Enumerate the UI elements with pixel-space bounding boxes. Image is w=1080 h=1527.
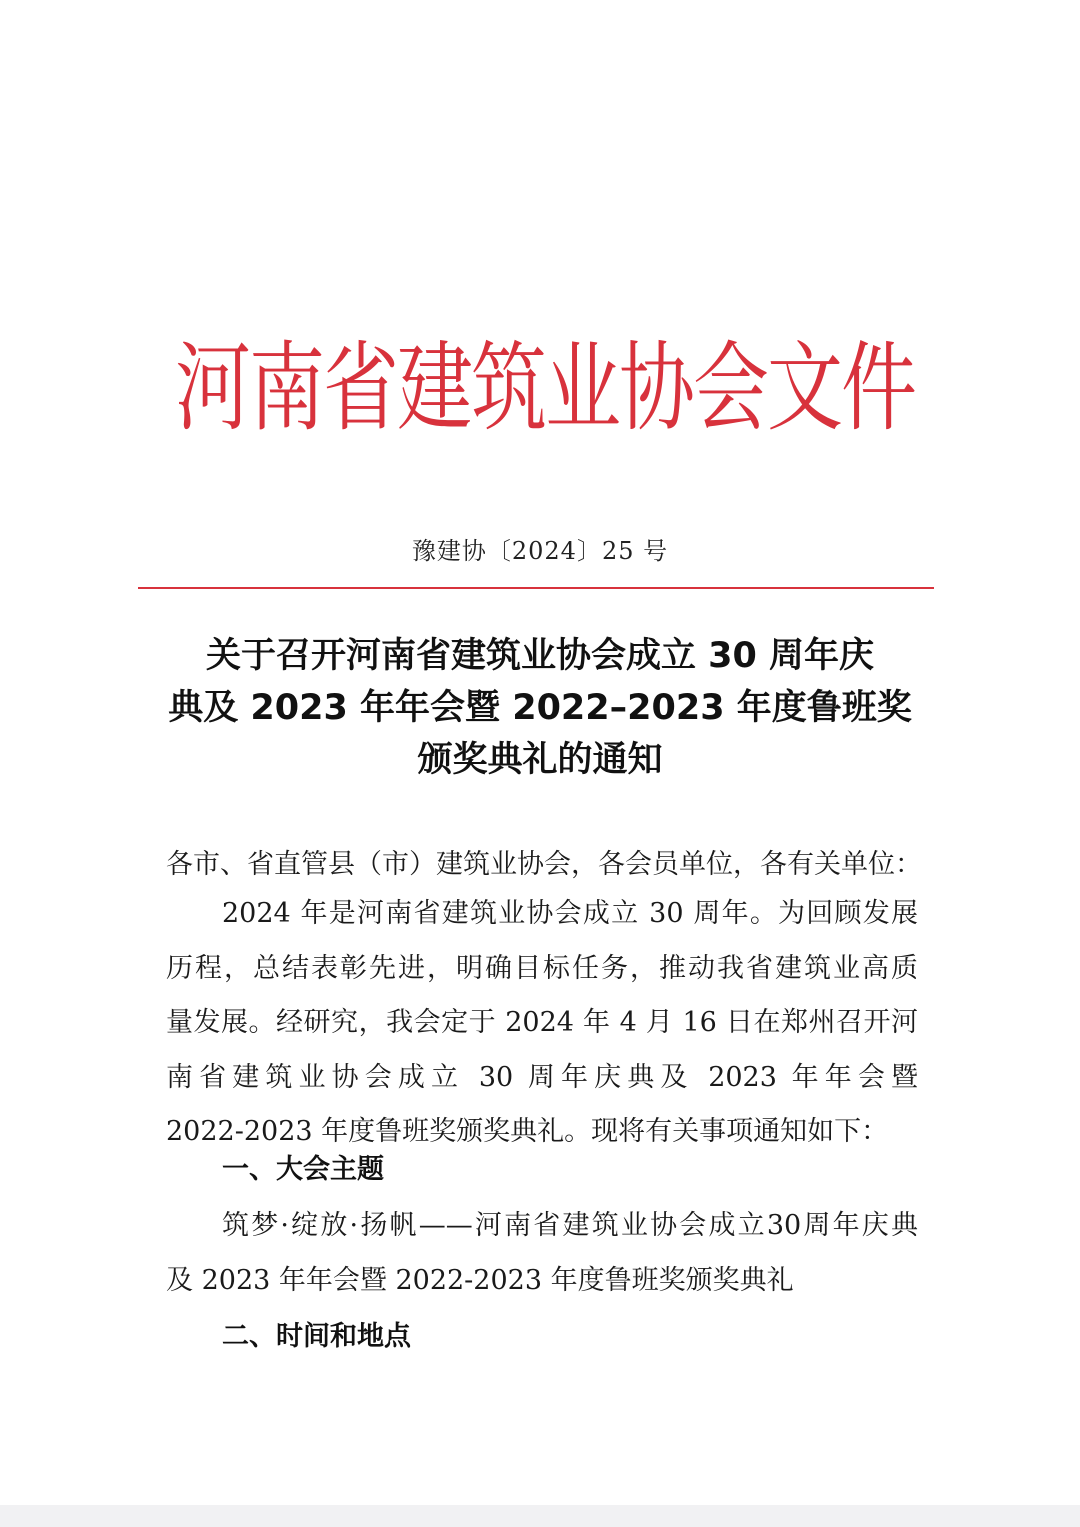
paragraph-line: 筑梦·绽放·扬帆——河南省建筑业协会成立30周年庆典 xyxy=(222,1210,918,1241)
red-divider-line xyxy=(138,587,934,589)
paragraph-line: 南省建筑业协会成立 30 周年庆典及 2023 年年会暨 xyxy=(166,1061,918,1093)
paragraph-line: 量发展。经研究，我会定于 2024 年 4 月 16 日在郑州召开河 xyxy=(166,1007,918,1038)
paragraph-line: 历程，总结表彰先进，明确目标任务，推动我省建筑业高质 xyxy=(166,952,918,984)
paragraph-line: 2022-2023 年度鲁班奖颁奖典礼。现将有关事项通知如下： xyxy=(166,1116,889,1147)
section-heading-theme: 一、大会主题 xyxy=(222,1154,384,1185)
title-line: 典及 2023 年年会暨 2022–2023 年度鲁班奖 xyxy=(168,688,912,728)
document-masthead: 河南省建筑业协会文件 xyxy=(175,330,915,445)
page-bottom-edge xyxy=(0,1505,1080,1527)
paragraph-line: 及 2023 年年会暨 2022-2023 年度鲁班奖颁奖典礼 xyxy=(166,1264,794,1296)
document-title xyxy=(162,630,918,786)
salutation-line: 各市、省直管县（市）建筑业协会，各会员单位，各有关单位： xyxy=(166,849,922,880)
title-line: 关于召开河南省建筑业协会成立 30 周年庆 xyxy=(205,636,875,676)
section-heading-time-place: 二、时间和地点 xyxy=(222,1321,411,1352)
salutation xyxy=(166,838,922,893)
title-line: 颁奖典礼的通知 xyxy=(417,740,663,780)
paragraph-line: 2024 年是河南省建筑业协会成立 30 周年。为回顾发展 xyxy=(222,898,918,929)
document-number: 豫建协〔2024〕25 号 xyxy=(411,537,669,565)
paragraph-theme xyxy=(166,1199,918,1308)
paragraph-intro xyxy=(166,887,918,1160)
